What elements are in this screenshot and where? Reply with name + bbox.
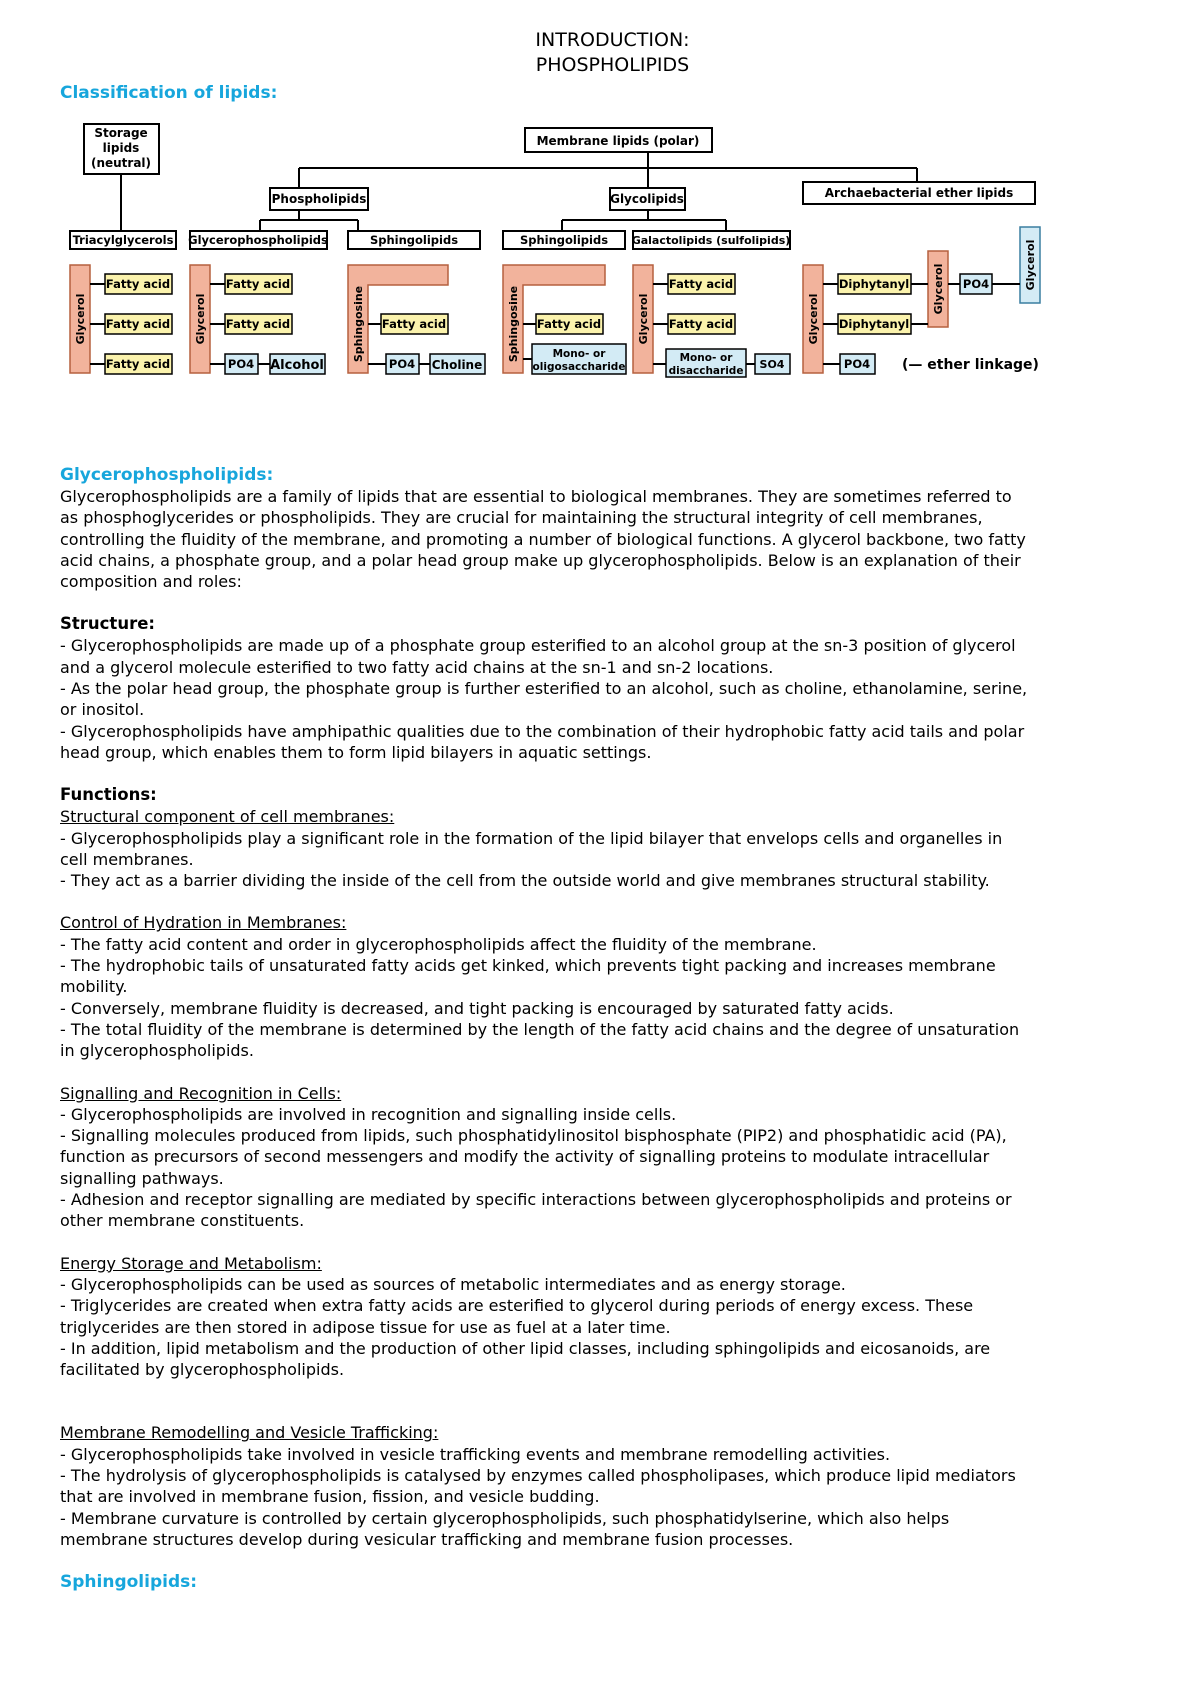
fatty-acid-label: Fatty acid [225,277,291,291]
label-phospholipids: Phospholipids [271,192,367,206]
function-line: - Glycerophospholipids can be used as sources of metabolic intermediates and as energy storage. [60,1274,846,1294]
function-2-list [60,934,1165,1062]
label-storage-1: Storage [94,126,148,140]
function-line: cell membranes. [60,849,194,869]
classification-heading: Classification of lipids: [60,83,278,103]
label-glycerophospholipids: Glycerophospholipids [188,233,328,247]
glycerol-label-2: Glycerol [194,293,207,345]
glycerol-label-1: Glycerol [74,293,87,345]
mono-oligo-label-2: oligosaccharide [532,361,626,373]
so4-label: SO4 [759,358,785,371]
glycerol-label-6: Glycerol [1024,239,1037,291]
sphingolipids-heading: Sphingolipids: [60,1572,198,1593]
function-line: triglycerides are then stored in adipose tissue for use as fuel at a later time. [60,1317,671,1337]
structure-line: - Glycerophospholipids have amphipathic qualities due to the combination of their hydrophobic fatty acid tails and polar [60,721,1025,741]
function-line: - The fatty acid content and order in glycerophospholipids affect the fluidity of the membrane. [60,934,817,954]
ether-linkage-note: (— ether linkage) [902,357,1039,373]
po4-label: PO4 [843,357,871,371]
function-line: membrane structures develop during vesicular trafficking and membrane fusion processes. [60,1529,794,1549]
glycerophospholipids-intro [60,486,1165,592]
label-sphingolipids-2: Sphingolipids [519,233,609,247]
function-1-list [60,828,1165,892]
label-membrane-lipids: Membrane lipids (polar) [536,134,700,148]
glycerol-label-3: Glycerol [637,293,650,345]
label-glycolipids: Glycolipids [610,192,684,206]
title-line-2: PHOSPHOLIPIDS [535,54,690,76]
po4-label: PO4 [962,277,990,291]
po4-label: PO4 [388,357,416,371]
glycerophospholipids-heading: Glycerophospholipids: [60,465,274,485]
function-line: - They act as a barrier dividing the inside of the cell from the outside world and give membranes structural stability. [60,871,990,891]
function-line: - The hydrophobic tails of unsaturated fatty acids get kinked, which prevents tight packing and increases membrane [60,956,996,976]
function-line: - In addition, lipid metabolism and the production of other lipid classes, including sphingolipids and eicosanoids, are [60,1338,991,1358]
fatty-acid-label: Fatty acid [225,317,291,331]
title-line-1: INTRODUCTION: [535,29,690,51]
fatty-acid-label: Fatty acid [105,277,171,291]
intro-line: controlling the fluidity of the membrane, and promoting a number of biological functions. A glycerol backbone, two fatty [60,529,1026,549]
function-line: - Glycerophospholipids take involved in vesicle trafficking events and membrane remodelling activities. [60,1444,891,1464]
function-line: signalling pathways. [60,1168,224,1188]
function-line: - Adhesion and receptor signalling are mediated by specific interactions between glycerophospholipids and proteins or [60,1190,1012,1210]
label-galactolipids: Galactolipids (sulfolipids) [631,234,791,247]
fatty-acid-label: Fatty acid [536,317,602,331]
mono-di-label-1: Mono- or [679,352,733,364]
functions-heading: Functions: [60,785,157,805]
function-5-heading: Membrane Remodelling and Vesicle Trafficking: [60,1423,439,1443]
function-line: in glycerophospholipids. [60,1041,254,1061]
label-storage-3: (neutral) [90,156,152,170]
structure-line: or inositol. [60,700,145,720]
label-triacylglycerols: Triacylglycerols [72,233,174,247]
structure-heading: Structure: [60,614,155,634]
intro-line: Glycerophospholipids are a family of lipids that are essential to biological membranes. They are sometimes referred to [60,487,1012,506]
diphytanyl-label: Diphytanyl [838,317,910,331]
fatty-acid-label: Fatty acid [668,317,734,331]
diagram-header-labels [73,126,1014,247]
function-1-heading: Structural component of cell membranes: [60,807,395,827]
function-line: - Signalling molecules produced from lipids, such phosphatidylinositol bisphosphate (PIP2) and phosphatidic acid (PA), [60,1126,1007,1146]
diphytanyl-label: Diphytanyl [838,277,910,291]
fatty-acid-label: Fatty acid [105,317,171,331]
structure-line: - As the polar head group, the phosphate group is further esterified to an alcohol, such as choline, ethanolamine, serine, [60,679,1028,699]
function-line: - The total fluidity of the membrane is determined by the length of the fatty acid chains and the degree of unsaturation [60,1019,1020,1039]
fatty-acid-label: Fatty acid [668,277,734,291]
sphingosine-label-1: Sphingosine [352,285,365,363]
glycerol-label-5: Glycerol [932,263,945,315]
mono-oligo-label-1: Mono- or [552,348,606,360]
function-5-list [60,1444,1165,1550]
fatty-acid-label: Fatty acid [105,357,171,371]
intro-line: as phosphoglycerides or phospholipids. They are crucial for maintaining the structural integrity of cell membranes, [60,508,983,528]
function-line: - Glycerophospholipids play a significant role in the formation of the lipid bilayer that envelops cells and organelles in [60,828,1003,848]
function-3-heading: Signalling and Recognition in Cells: [60,1083,342,1103]
function-line: - Membrane curvature is controlled by certain glycerophospholipids, such phosphatidylserine, which also helps [60,1508,950,1528]
diagram-connectors [121,152,917,231]
structure-line: - Glycerophospholipids are made up of a phosphate group esterified to an alcohol group at the sn-3 position of glycerol [60,636,1016,656]
mono-di-label-2: disaccharide [668,365,744,377]
intro-line: composition and roles: [60,572,242,592]
alcohol-label: Alcohol [270,358,324,373]
label-sphingolipids: Sphingolipids [369,233,459,247]
choline-label: Choline [431,358,483,372]
fatty-acid-label: Fatty acid [381,317,447,331]
function-line: function as precursors of second messengers and modify the activity of signalling proteins to modulate intracellular [60,1147,990,1167]
function-line: - Conversely, membrane fluidity is decreased, and tight packing is encouraged by saturated fatty acids. [60,998,894,1018]
function-4-heading: Energy Storage and Metabolism: [60,1253,322,1273]
label-storage-2: lipids [102,141,140,155]
function-line: - The hydrolysis of glycerophospholipids is catalysed by enzymes called phospholipases, which produce lipid mediators [60,1465,1016,1485]
structure-list [60,635,1165,763]
intro-line: acid chains, a phosphate group, and a polar head group make up glycerophospholipids. Below is an explanation of their [60,550,1021,570]
document-page [60,28,1165,1593]
function-2-heading: Control of Hydration in Membranes: [60,913,347,933]
structure-line: head group, which enables them to form lipid bilayers in aquatic settings. [60,742,652,762]
sphingosine-label-2: Sphingosine [507,285,520,363]
structure-line: and a glycerol molecule esterified to two fatty acid chains at the sn-1 and sn-2 locations. [60,657,774,677]
function-3-list [60,1104,1165,1232]
function-line: mobility. [60,977,128,997]
function-line: other membrane constituents. [60,1211,305,1231]
po4-label: PO4 [227,357,255,371]
function-line: - Triglycerides are created when extra fatty acids are esterified to glycerol during periods of energy excess. These [60,1296,974,1316]
lipid-classification-diagram [60,112,1165,432]
function-line: that are involved in membrane fusion, fission, and vesicle budding. [60,1487,600,1507]
function-4-list [60,1274,1165,1380]
function-line: - Glycerophospholipids are involved in recognition and signalling inside cells. [60,1104,677,1124]
label-archaebacterial: Archaebacterial ether lipids [824,186,1014,200]
glycerol-label-4: Glycerol [807,293,820,345]
function-line: facilitated by glycerophospholipids. [60,1360,345,1380]
